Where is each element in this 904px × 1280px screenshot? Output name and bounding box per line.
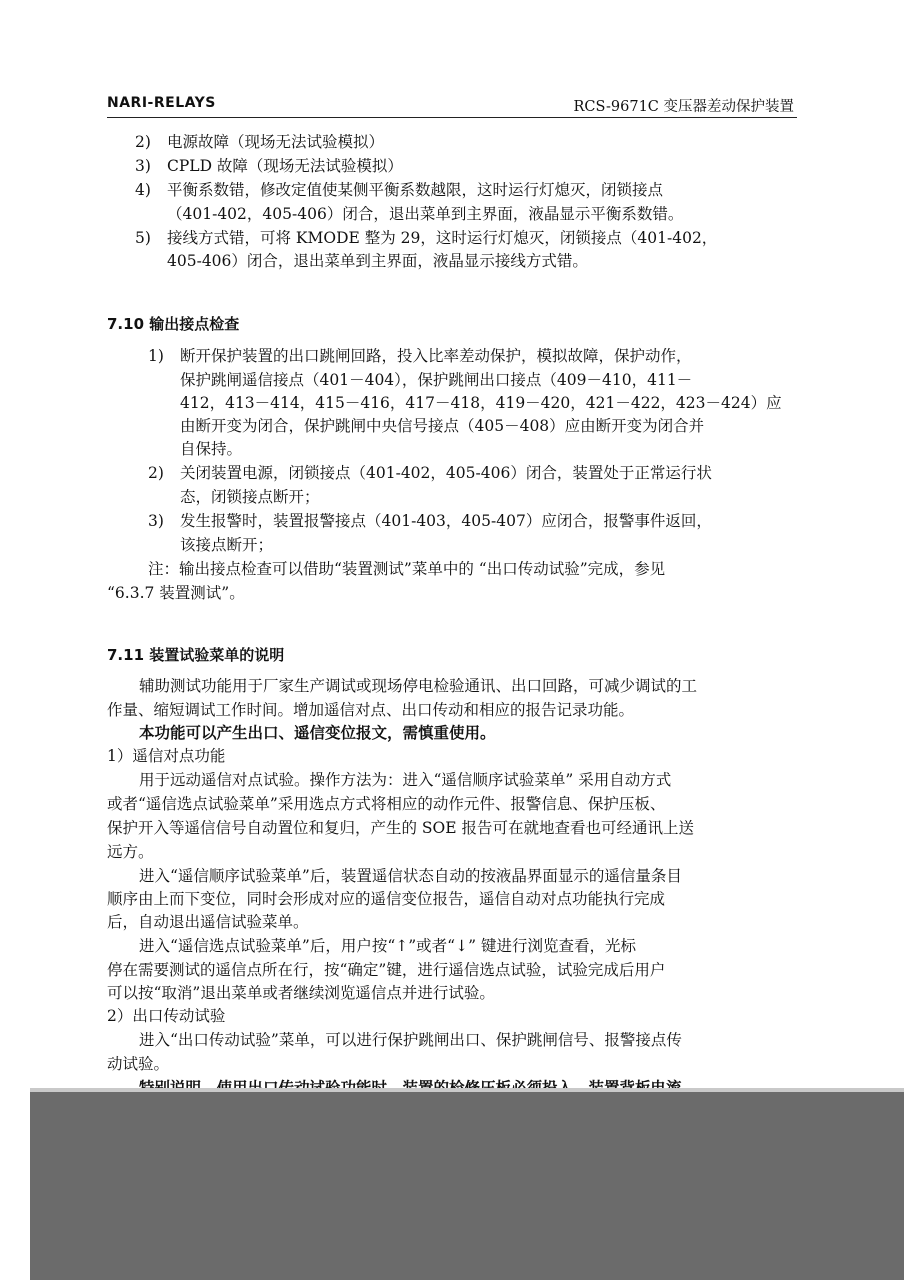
note-line: “6.3.7 装置测试”。 bbox=[107, 584, 245, 602]
paragraph-line: 进入“出口传动试验”菜单，可以进行保护跳闸出口、保护跳闸信号、报警接点传 bbox=[139, 1031, 682, 1049]
warning-line: 本功能可以产生出口、遥信变位报文，需慎重使用。 bbox=[139, 723, 496, 742]
list-item: 1) 断开保护装置的出口跳闸回路，投入比率差动保护，模拟故障，保护动作， bbox=[148, 347, 692, 365]
paragraph-line: 停在需要测试的遥信点所在行，按“确定”键，进行遥信选点试验，试验完成后用户 bbox=[107, 961, 666, 979]
header-divider bbox=[107, 117, 797, 118]
paragraph-line: 进入“遥信选点试验菜单”后，用户按“↑”或者“↓” 键进行浏览查看，光标 bbox=[139, 937, 636, 955]
section-heading-7-11: 7.11 装置试验菜单的说明 bbox=[107, 646, 285, 664]
paragraph-line: 保护开入等遥信信号自动置位和复归，产生的 SOE 报告可在就地查看也可经通讯上送 bbox=[107, 819, 694, 837]
list-item-continuation: （401-402，405-406）闭合，退出菜单到主界面，液晶显示平衡系数错。 bbox=[167, 205, 684, 223]
list-item: 3) CPLD 故障（现场无法试验模拟） bbox=[135, 157, 403, 175]
paragraph-line: 进入“遥信顺序试验菜单”后，装置遥信状态自动的按液晶界面显示的遥信量条目 bbox=[139, 867, 682, 885]
list-item-continuation: 保护跳闸遥信接点（401－404），保护跳闸出口接点（409－410，411－ bbox=[180, 371, 693, 389]
subheading-output-drive: 2）出口传动试验 bbox=[107, 1007, 226, 1025]
paragraph-line: 顺序由上而下变位，同时会形成对应的遥信变位报告，遥信自动对点功能执行完成 bbox=[107, 890, 666, 908]
list-item: 3) 发生报警时，装置报警接点（401-403，405-407）应闭合，报警事件返回， bbox=[148, 512, 712, 530]
paragraph-line: 可以按“取消”退出菜单或者继续浏览遥信点并进行试验。 bbox=[107, 984, 495, 1002]
list-item: 5) 接线方式错，可将 KMODE 整为 29，这时运行灯熄灭，闭锁接点（401-402， bbox=[135, 229, 718, 247]
paragraph-line: 远方。 bbox=[107, 843, 154, 861]
note-line: 注：输出接点检查可以借助“装置测试”菜单中的 “出口传动试验”完成，参见 bbox=[148, 560, 666, 578]
list-item-continuation: 405-406）闭合，退出菜单到主界面，液晶显示接线方式错。 bbox=[167, 252, 588, 270]
paragraph-line: 辅助测试功能用于厂家生产调试或现场停电检验通讯、出口回路，可减少调试的工 bbox=[139, 677, 698, 695]
paragraph-line: 作量、缩短调试工作时间。增加遥信对点、出口传动和相应的报告记录功能。 bbox=[107, 701, 635, 719]
subheading-remote-signal: 1）遥信对点功能 bbox=[107, 747, 226, 765]
paragraph-line: 动试验。 bbox=[107, 1055, 170, 1073]
gray-overlay-panel bbox=[30, 1092, 904, 1280]
document-title: RCS-9671C 变压器差动保护装置 bbox=[573, 99, 794, 115]
paragraph-line: 后，自动退出遥信试验菜单。 bbox=[107, 913, 309, 931]
paragraph-line: 用于远动遥信对点试验。操作方法为：进入“遥信顺序试验菜单” 采用自动方式 bbox=[139, 771, 672, 789]
list-item: 2) 电源故障（现场无法试验模拟） bbox=[135, 133, 385, 151]
list-item-continuation: 由断开变为闭合，保护跳闸中央信号接点（405－408）应由断开变为闭合并 bbox=[180, 417, 705, 435]
paragraph-line: 或者“遥信选点试验菜单”采用选点方式将相应的动作元件、报警信息、保护压板、 bbox=[107, 795, 666, 813]
list-item-continuation: 态，闭锁接点断开； bbox=[180, 488, 320, 506]
list-item-continuation: 自保持。 bbox=[180, 440, 243, 458]
section-heading-7-10: 7.10 输出接点检查 bbox=[107, 315, 240, 333]
list-item: 2) 关闭装置电源，闭锁接点（401-402，405-406）闭合，装置处于正常运行状 bbox=[148, 464, 712, 482]
list-item: 4) 平衡系数错，修改定值使某侧平衡系数越限，这时运行灯熄灭，闭锁接点 bbox=[135, 181, 664, 199]
list-item-continuation: 412，413－414，415－416，417－418，419－420，421－422，423－424）应 bbox=[180, 394, 782, 412]
brand-logo-text: NARI-RELAYS bbox=[107, 95, 216, 111]
list-item-continuation: 该接点断开； bbox=[180, 536, 274, 554]
